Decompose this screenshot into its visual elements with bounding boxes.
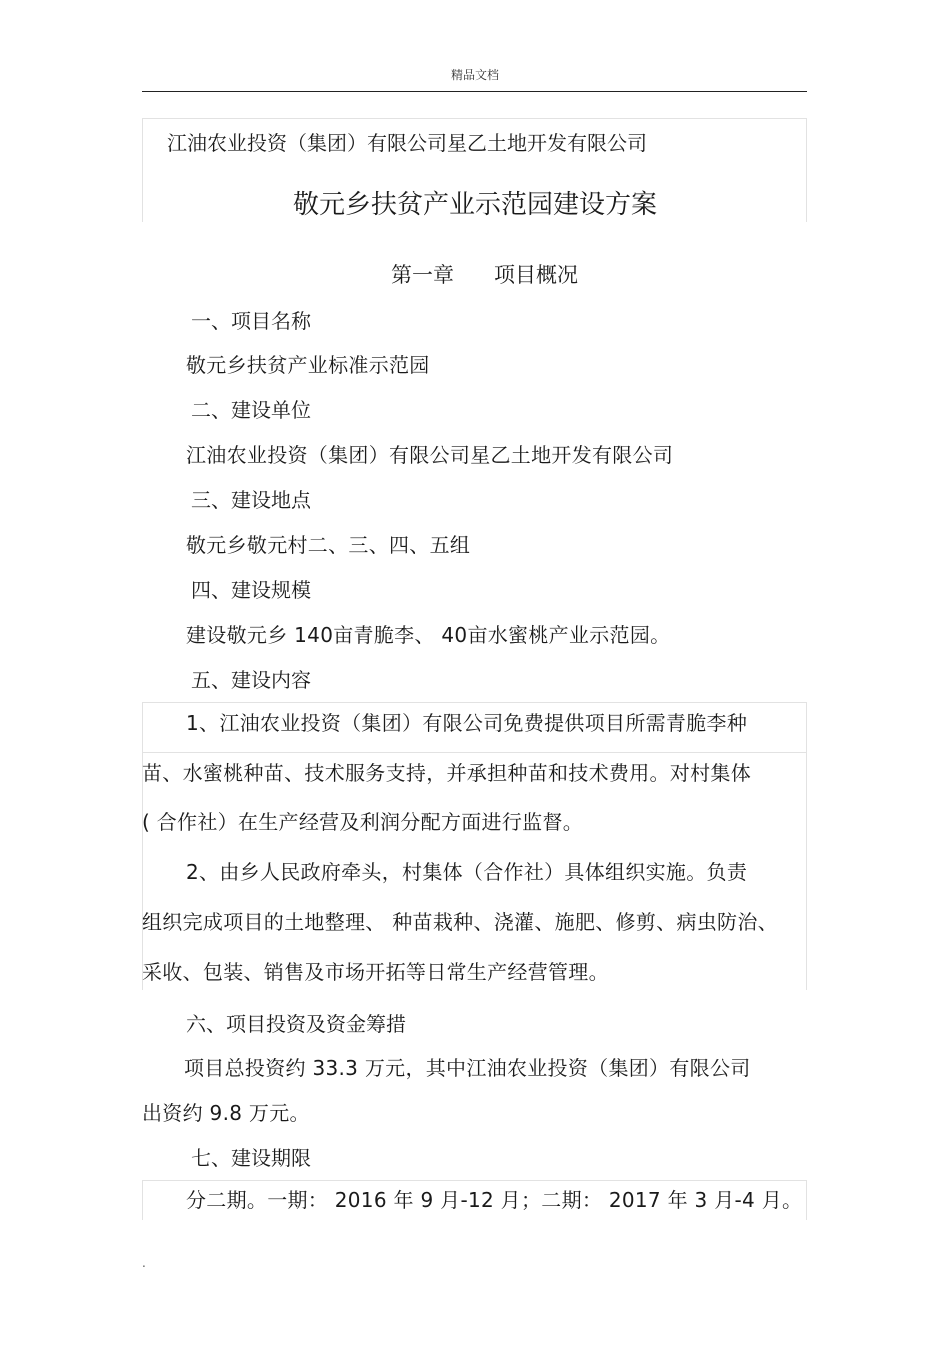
page-header: 精品文档 (450, 68, 499, 82)
content-para-2-line-2: 组织完成项目的土地整理、 种苗栽种、浇灌、施肥、修剪、病虫防治、 (142, 910, 778, 934)
content-para-1-line-1: 1、江油农业投资（集团）有限公司免费提供项目所需青脆李种 (186, 711, 748, 735)
section-body-1: 敬元乡扶贫产业标准示范园 (186, 353, 430, 377)
schedule-box-left (142, 1180, 143, 1220)
investment-line-1: 项目总投资约 33.3 万元，其中江油农业投资（集团）有限公司 (184, 1056, 751, 1080)
document-title: 敬元乡扶贫产业示范园建设方案 (292, 190, 657, 220)
schedule-body: 分二期。一期： 2016 年 9 月-12 月；二期： 2017 年 3 月-4 月。 (186, 1188, 803, 1212)
para-box-top (142, 702, 807, 703)
section-heading-1: 一、项目名称 (191, 309, 311, 333)
header-rule (142, 91, 807, 92)
footer-mark: . (142, 1256, 146, 1270)
company-title: 江油农业投资（集团）有限公司星乙土地开发有限公司 (167, 131, 647, 155)
content-para-1-line-3: ( 合作社）在生产经营及利润分配方面进行监督。 (142, 810, 584, 834)
investment-line-2: 出资约 9.8 万元。 (142, 1101, 310, 1125)
section-heading-5: 五、建设内容 (191, 668, 311, 692)
section-body-3: 敬元乡敬元村二、三、四、五组 (186, 533, 471, 557)
section-body-2: 江油农业投资（集团）有限公司星乙土地开发有限公司 (186, 443, 674, 467)
section-heading-2: 二、建设单位 (191, 398, 311, 422)
section-heading-4: 四、建设规模 (191, 578, 311, 602)
chapter-number: 第一章 (391, 263, 454, 287)
section-heading-7: 七、建设期限 (191, 1146, 311, 1170)
section-body-4: 建设敬元乡 140亩青脆李、 40亩水蜜桃产业示范园。 (186, 623, 671, 647)
section-heading-3: 三、建设地点 (191, 488, 311, 512)
section-heading-6: 六、项目投资及资金筹措 (186, 1012, 406, 1036)
title-box-top (142, 118, 807, 119)
content-para-1-line-2: 苗、水蜜桃种苗、技术服务支持，并承担种苗和技术费用。对村集体 (142, 761, 751, 785)
para-box-row (142, 752, 807, 753)
para-box-left (142, 702, 143, 990)
content-para-2-line-3: 采收、包装、销售及市场开拓等日常生产经营管理。 (142, 960, 609, 984)
content-para-2-line-1: 2、由乡人民政府牵头，村集体（合作社）具体组织实施。负责 (186, 860, 748, 884)
schedule-box-top (142, 1180, 807, 1181)
schedule-box-right (806, 1180, 807, 1220)
chapter-name: 项目概况 (494, 263, 578, 287)
para-box-right (806, 702, 807, 990)
